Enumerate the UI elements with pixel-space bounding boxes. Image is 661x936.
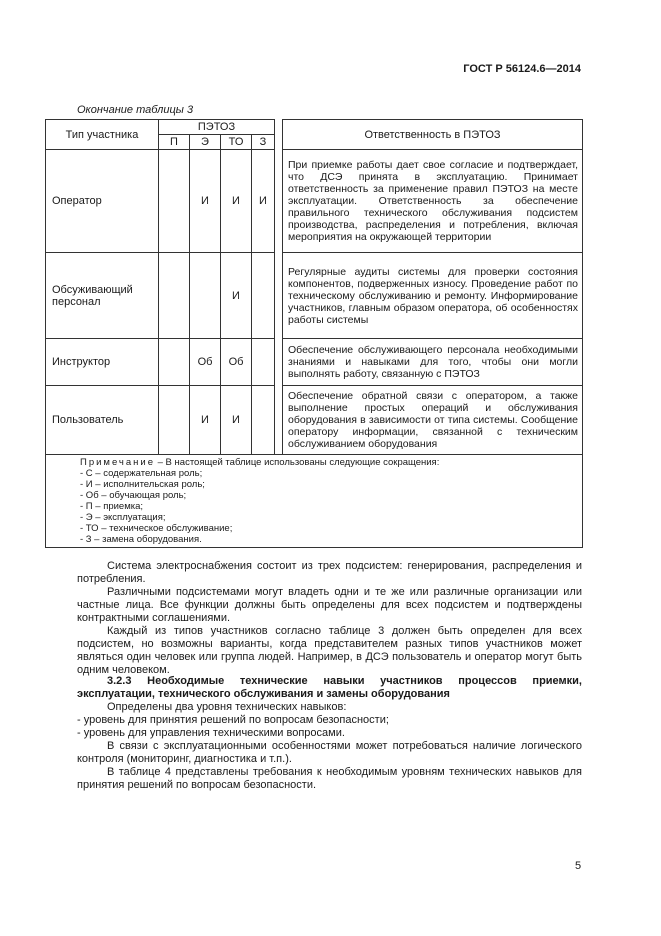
header-to: ТО	[221, 135, 252, 150]
table-row	[46, 150, 583, 253]
table-gap	[275, 120, 283, 150]
header-p: П	[159, 135, 190, 150]
table-gap	[275, 253, 283, 339]
mark-cell: И	[190, 150, 221, 253]
participant-cell: Оператор	[46, 150, 159, 253]
table-row	[46, 386, 583, 455]
responsibility-cell: При приемке работы дает свое согласие и подтверждает, что ДСЭ принята в эксплуатацию. Принимает ответственность за применение правил ПЭТОЗ на месте эксплуатации. Ответственность за обеспечение правильного технического обслуживания подсистем производства, распределения и потребления, включая мероприятия на окружающей территории	[283, 150, 583, 253]
header-e: Э	[190, 135, 221, 150]
table-gap	[275, 386, 283, 455]
mark-cell: Об	[190, 339, 221, 386]
header-participant-type: Тип участника	[46, 120, 159, 150]
body-text-block-1	[77, 560, 582, 677]
note-item: - И – исполнительская роль;	[80, 479, 205, 490]
mark-cell	[252, 339, 275, 386]
mark-cell: И	[221, 150, 252, 253]
body-text-block-2	[77, 675, 582, 792]
mark-cell: И	[221, 386, 252, 455]
table-note	[46, 455, 583, 548]
mark-cell: И	[221, 253, 252, 339]
note-item: - ТО – техническое обслуживание;	[80, 523, 233, 534]
list-item: - уровень для принятия решений по вопросам безопасности;	[77, 714, 389, 726]
mark-cell	[252, 253, 275, 339]
mark-cell	[159, 339, 190, 386]
responsibility-table	[45, 119, 582, 548]
table-caption: Окончание таблицы 3	[77, 104, 194, 116]
paragraph: Определены два уровня технических навыков:	[107, 701, 347, 713]
note-item: - С – содержательная роль;	[80, 468, 203, 479]
mark-cell: И	[190, 386, 221, 455]
table-row	[46, 253, 583, 339]
mark-cell: Об	[221, 339, 252, 386]
header-z: З	[252, 135, 275, 150]
note-text: – В настоящей таблице использованы следующие сокращения:	[155, 457, 440, 468]
note-heading	[80, 457, 582, 468]
header-petoz: ПЭТОЗ	[159, 120, 275, 135]
paragraph: Различными подсистемами могут владеть одни и те же или различные организации или частные лица. Все функции должны быть определены для всех подсистем и подтверждены контрактными соглашениями.	[77, 586, 582, 624]
note-item: - З – замена оборудования.	[80, 534, 202, 545]
table-header-row	[46, 120, 583, 135]
document-id: ГОСТ Р 56124.6—2014	[463, 63, 581, 75]
note-label: Примечание	[80, 457, 155, 468]
participant-cell: Инструктор	[46, 339, 159, 386]
mark-cell: И	[252, 150, 275, 253]
mark-cell	[190, 253, 221, 339]
table-gap	[275, 150, 283, 253]
list-item: - уровень для управления техническими вопросами.	[77, 727, 345, 739]
table-note-row	[46, 455, 583, 548]
table-row	[46, 339, 583, 386]
responsibility-cell: Обеспечение обслуживающего персонала необходимыми знаниями и навыками для того, чтобы они могли выполнять работу, связанную с ПЭТОЗ	[283, 339, 583, 386]
header-responsibility: Ответственность в ПЭТОЗ	[283, 120, 583, 150]
note-item: - П – приемка;	[80, 501, 144, 512]
mark-cell	[159, 253, 190, 339]
mark-cell	[159, 386, 190, 455]
mark-cell	[159, 150, 190, 253]
paragraph: Каждый из типов участников согласно таблице 3 должен быть определен для всех подсистем, но возможны варианты, когда представителем разных типов участников может являться один человек или группа людей. Например, в ДСЭ пользователь и оператор могут быть одним человеком.	[77, 625, 582, 676]
participant-cell: Обсуживающий персонал	[46, 253, 159, 339]
note-item: - Э – эксплуатация;	[80, 512, 166, 523]
section-heading: 3.2.3 Необходимые технические навыки участников процессов приемки, эксплуатации, технического обслуживания и замены оборудования	[77, 675, 582, 700]
paragraph: В связи с эксплуатационными особенностями может потребоваться наличие логического контроля (мониторинг, диагностика и т.п.).	[77, 740, 582, 765]
note-item: - Об – обучающая роль;	[80, 490, 187, 501]
mark-cell	[252, 386, 275, 455]
responsibility-cell: Обеспечение обратной связи с оператором, а также выполнение простых операций и обслуживания оборудования в зависимости от типа системы. Сообщение оператору информации, связанной с техническим обслуживанием оборудования	[283, 386, 583, 455]
paragraph: Система электроснабжения состоит из трех подсистем: генерирования, распределения и потребления.	[77, 560, 582, 585]
responsibility-cell: Регулярные аудиты системы для проверки состояния компонентов, подверженных износу. Проведение работ по техническому обслуживанию и ремонту. Информирование участников, главным образом оператора, об особенностях работы системы	[283, 253, 583, 339]
table-gap	[275, 339, 283, 386]
paragraph: В таблице 4 представлены требования к необходимым уровням технических навыков для принятия решений по вопросам безопасности.	[77, 766, 582, 791]
page-number: 5	[575, 860, 582, 872]
participant-cell: Пользователь	[46, 386, 159, 455]
